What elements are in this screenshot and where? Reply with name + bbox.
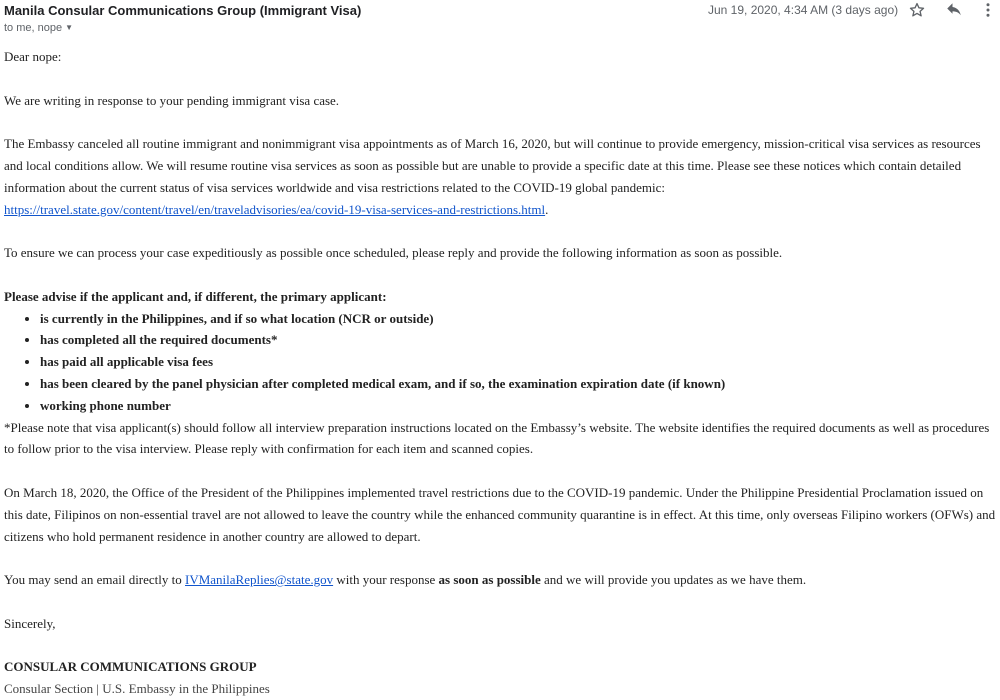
request-paragraph: To ensure we can process your case expeditiously as possible once scheduled, please reply and provide the following information as soon as possible. <box>4 245 783 261</box>
advise-heading-text: Please advise if the applicant and, if different, the primary applicant: <box>4 288 387 304</box>
travel-advisory-link[interactable]: https://travel.state.gov/content/travel/en/traveladvisories/ea/covid-19-visa-services-and-restrictions.html <box>4 201 546 217</box>
instructions-note: *Please note that visa applicant(s) should follow all interview preparation instructions located on the Embassy’s website. The website identifies the required documents as well as procedures to follow prior to the visa interview. Please reply with confirmation for each item and scanned copies. <box>4 419 990 457</box>
list-item: • has paid all applicable visa fees <box>40 351 996 373</box>
signature-subtitle: Consular Section | U.S. Embassy in the Philippines <box>4 681 270 697</box>
more-vertical-icon[interactable] <box>978 0 998 20</box>
advise-heading <box>4 286 996 308</box>
sender-name[interactable]: Manila Consular Communications Group (Immigrant Visa) <box>4 3 362 18</box>
contact-emphasis: as soon as possible <box>438 572 541 588</box>
intro-paragraph: We are writing in response to your pending immigrant visa case. <box>4 92 340 108</box>
closing: Sincerely, <box>4 615 56 631</box>
email-header <box>0 0 1000 40</box>
reply-email-link[interactable]: IVManilaReplies@state.gov <box>185 572 334 588</box>
star-outline-icon[interactable] <box>907 0 927 20</box>
email-body <box>4 46 996 700</box>
greeting: Dear nope: <box>4 49 62 64</box>
requirements-list <box>4 308 996 417</box>
signature-name: CONSULAR COMMUNICATIONS GROUP <box>4 659 257 675</box>
list-item: • has been cleared by the panel physician after completed medical exam, and if so, the examination expiration date (if known) <box>40 373 996 395</box>
notice-text: The Embassy canceled all routine immigrant and nonimmigrant visa appointments as of March 16, 2020, but will continue to provide emergency, mission-critical visa services as resources and local conditions allow. We will resume routine visa services as soon as possible but are unable to provide a specific date at this time. Please see these notices which contain detailed information about the current status of visa services worldwide and visa restrictions related to the COVID-19 global pandemic: <box>4 136 981 195</box>
chevron-down-icon: ▼ <box>65 23 74 32</box>
travel-restrictions-paragraph: On March 18, 2020, the Office of the President of the Philippines implemented travel restrictions due to the COVID-19 pandemic. Under the Philippine Presidential Proclamation issued on this date, Filipinos on non-essential travel are not allowed to leave the country while the enhanced community quarantine is in effect. At this time, only overseas Filipino workers (OFWs) and citizens who hold permanent residence in another country are allowed to depart. <box>4 484 996 544</box>
notice-end: . <box>545 201 549 217</box>
contact-text-mid: with your response <box>333 572 439 588</box>
list-item: • is currently in the Philippines, and if so what location (NCR or outside) <box>40 308 996 330</box>
contact-paragraph <box>4 569 996 591</box>
contact-text-pre: You may send an email directly to <box>4 572 186 588</box>
recipients-label: to me, nope <box>4 22 63 34</box>
list-item: • has completed all the required documents* <box>40 329 996 351</box>
recipients-toggle[interactable] <box>4 22 73 34</box>
sent-date[interactable]: Jun 19, 2020, 4:34 AM (3 days ago) <box>708 3 899 17</box>
notice-paragraph <box>4 133 996 220</box>
reply-icon[interactable] <box>944 0 964 20</box>
list-item: • working phone number <box>40 395 996 417</box>
contact-text-post: and we will provide you updates as we have them. <box>540 572 807 588</box>
